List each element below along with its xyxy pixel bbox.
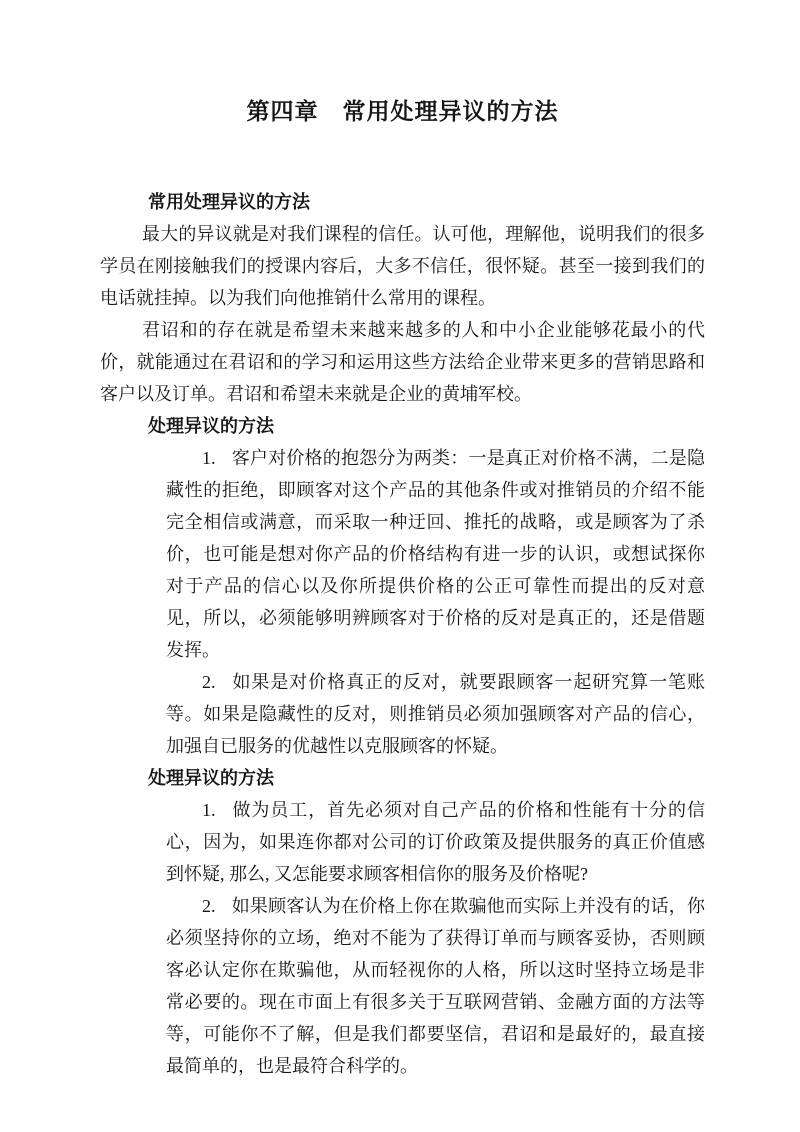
section2-item-1-text: 做为员工，首先必须对自己产品的价格和性能有十分的信心，因为，如果连你都对公司的订价政策及提供服务的真正价值感到怀疑, 那么, 又怎能要求顾客相信你的服务及价格呢? [166, 800, 705, 884]
section2-item-1 [166, 794, 705, 890]
section1-item-1-text: 客户对价格的抱怨分为两类：一是真正对价格不满，二是隐藏性的拒绝，即顾客对这个产品的其他条件或对推销员的介绍不能完全相信或满意，而采取一种迂回、推托的战略，或是顾客为了杀价，也可能是想对你产品的价格结构有进一步的认识，或想试探你对于产品的信心以及你所提供价格的公正可靠性而提出的反对意见，所以，必须能够明辨顾客对于价格的反对是真正的，还是借题发挥。 [166, 448, 705, 660]
intro-paragraph-1: 最大的异议就是对我们课程的信任。认可他，理解他，说明我们的很多学员在刚接触我们的授课内容后，大多不信任，很怀疑。甚至一接到我们的电话就挂掉。以为我们向他推销什么常用的课程。 [100, 224, 705, 308]
section2-item-2-number: 2. [202, 896, 216, 916]
intro-heading: 常用处理异议的方法 [148, 192, 310, 212]
section1-heading: 处理异议的方法 [148, 416, 274, 436]
section2-item-1-number: 1. [202, 800, 216, 820]
section1-item-2-number: 2. [202, 672, 216, 692]
intro-paragraph-2: 君诏和的存在就是希望未来越来越多的人和中小企业能够花最小的代价，就能通过在君诏和的学习和运用这些方法给企业带来更多的营销思路和客户以及订单。君诏和希望未来就是企业的黄埔军校。 [100, 320, 705, 404]
section1-item-1 [166, 442, 705, 666]
section2-item-2-text: 如果顾客认为在价格上你在欺骗他而实际上并没有的话，你必须坚持你的立场，绝对不能为了获得订单而与顾客妥协，否则顾客必认定你在欺骗他，从而轻视你的人格，所以这时坚持立场是非常必要的。现在市面上有很多关于互联网营销、金融方面的方法等等，可能你不了解，但是我们都要坚信，君诏和是最好的，最直接最简单的，也是最符合科学的。 [166, 896, 705, 1076]
section1-item-2 [166, 666, 705, 762]
section1-item-1-number: 1. [202, 448, 216, 468]
section1-item-2-text: 如果是对价格真正的反对，就要跟顾客一起研究算一笔账等。如果是隐藏性的反对，则推销员必须加强顾客对产品的信心，加强自已服务的优越性以克服顾客的怀疑。 [166, 672, 705, 756]
section2-heading: 处理异议的方法 [148, 768, 274, 788]
document-title: 第四章 常用处理异议的方法 [246, 99, 559, 124]
section2-item-2 [166, 890, 705, 1082]
